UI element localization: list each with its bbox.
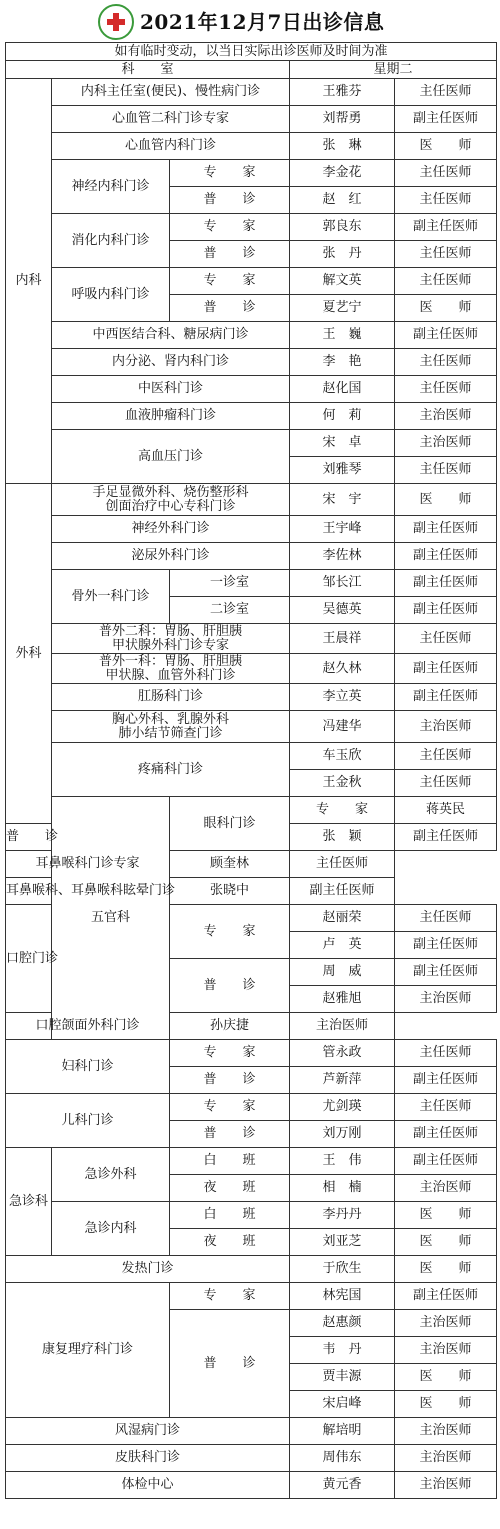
doctor-name: 赵丽荣 [290,905,395,932]
doctor-title: 副主任医师 [395,1148,497,1175]
doctor-title: 主治医师 [395,1337,497,1364]
clinic-type: 普 诊 [170,1121,290,1148]
dept-cell: 普外二科：胃肠、肝胆胰 甲状腺外科门诊专家 [52,624,290,654]
doctor-name: 冯建华 [290,711,395,743]
doctor-name: 张 颖 [290,824,395,851]
table-row [6,624,497,654]
clinic-type: 普 诊 [6,824,52,851]
table-row [6,654,497,684]
doctor-title: 主任医师 [395,349,497,376]
doctor-name: 李立英 [290,684,395,711]
clinic-type: 普 诊 [170,295,290,322]
doctor-title: 副主任医师 [395,1121,497,1148]
dept-cell: 急诊外科 [52,1148,170,1202]
dept-cell: 发热门诊 [6,1256,290,1283]
doctor-title: 主任医师 [395,770,497,797]
doctor-name: 林宪国 [290,1283,395,1310]
table-row [6,1013,497,1040]
doctor-name: 尤剑瑛 [290,1094,395,1121]
doctor-name: 顾奎林 [170,851,290,878]
clinic-type: 普 诊 [170,1067,290,1094]
doctor-title: 主任医师 [395,457,497,484]
doctor-title: 主任医师 [290,851,395,878]
clinic-type: 专 家 [290,797,395,824]
category-cell: 外科 [6,484,52,824]
doctor-title: 主任医师 [395,624,497,654]
doctor-title: 主治医师 [395,986,497,1013]
notice-text: 如有临时变动，以当日实际出诊医师及时间为准 [6,43,497,61]
doctor-name: 王雅芬 [290,79,395,106]
doctor-title: 主治医师 [395,430,497,457]
doctor-name: 卢 英 [290,932,395,959]
doctor-title: 主任医师 [395,241,497,268]
doctor-title: 医 师 [395,1202,497,1229]
clinic-type: 白 班 [170,1202,290,1229]
doctor-title: 副主任医师 [395,570,497,597]
table-row [6,878,497,905]
table-row [6,1040,497,1067]
doctor-name: 刘帮勇 [290,106,395,133]
doctor-name: 刘万刚 [290,1121,395,1148]
doctor-name: 王宇峰 [290,516,395,543]
doctor-name: 宋启峰 [290,1391,395,1418]
category-cell: 内科 [6,79,52,484]
clinic-type: 夜 班 [170,1175,290,1202]
clinic-type: 专 家 [170,1094,290,1121]
doctor-name: 宋 卓 [290,430,395,457]
dept-cell: 口腔门诊 [6,905,52,1013]
table-row [6,711,497,743]
doctor-title: 副主任医师 [395,543,497,570]
doctor-title: 主任医师 [395,376,497,403]
doctor-name: 周伟东 [290,1445,395,1472]
clinic-type: 专 家 [170,160,290,187]
doctor-title: 副主任医师 [290,878,395,905]
doctor-name: 王金秋 [290,770,395,797]
clinic-type: 二诊室 [170,597,290,624]
dept-cell: 急诊内科 [52,1202,170,1256]
doctor-title: 主任医师 [395,187,497,214]
dept-cell: 胸心外科、乳腺外科 肺小结节筛查门诊 [52,711,290,743]
clinic-type: 专 家 [170,905,290,959]
doctor-title: 医 师 [395,133,497,160]
table-row [6,1256,497,1283]
table-row [6,79,497,106]
table-row [6,322,497,349]
doctor-name: 解文英 [290,268,395,295]
dept-cell: 心血管二科门诊专家 [52,106,290,133]
doctor-title: 副主任医师 [395,959,497,986]
table-row [6,1283,497,1310]
doctor-title: 主治医师 [395,1472,497,1499]
doctor-title: 主治医师 [290,1013,395,1040]
doctor-title: 医 师 [395,1391,497,1418]
doctor-title: 医 师 [395,1256,497,1283]
dept-cell: 妇科门诊 [6,1040,170,1094]
page-header [0,0,500,42]
table-row [6,160,497,187]
doctor-title: 主治医师 [395,403,497,430]
doctor-title: 副主任医师 [395,824,497,851]
doctor-name: 贾丰源 [290,1364,395,1391]
dept-cell: 口腔颌面外科门诊 [6,1013,170,1040]
doctor-name: 夏艺宁 [290,295,395,322]
doctor-title: 主任医师 [395,268,497,295]
doctor-title: 副主任医师 [395,106,497,133]
doctor-name: 张 琳 [290,133,395,160]
doctor-name: 何 莉 [290,403,395,430]
table-row [6,570,497,597]
doctor-title: 医 师 [395,1364,497,1391]
doctor-title: 主任医师 [395,79,497,106]
doctor-name: 赵 红 [290,187,395,214]
dept-cell: 疼痛科门诊 [52,743,290,797]
table-row [6,430,497,457]
table-row [6,106,497,133]
doctor-title: 医 师 [395,484,497,516]
doctor-title: 副主任医师 [395,684,497,711]
clinic-type: 白 班 [170,1148,290,1175]
doctor-title: 副主任医师 [395,597,497,624]
doctor-name: 孙庆捷 [170,1013,290,1040]
dept-cell: 神经内科门诊 [52,160,170,214]
table-row [6,43,497,61]
clinic-type: 专 家 [170,1283,290,1310]
doctor-name: 蒋英民 [395,797,497,824]
doctor-title: 主治医师 [395,711,497,743]
page-title: 2021年12月7日出诊信息 [140,10,385,34]
table-row [6,61,497,79]
category-cell: 急诊科 [6,1148,52,1256]
table-row [6,1094,497,1121]
dept-cell: 神经外科门诊 [52,516,290,543]
weekday-header: 星期二 [290,61,497,79]
dept-cell: 高血压门诊 [52,430,290,484]
dept-cell: 体检中心 [6,1472,290,1499]
dept-cell: 康复理疗科门诊 [6,1283,170,1418]
doctor-name: 王晨祥 [290,624,395,654]
doctor-name: 张 丹 [290,241,395,268]
dept-cell: 中西医结合科、糖尿病门诊 [52,322,290,349]
table-row [6,403,497,430]
dept-cell: 手足显微外科、烧伤整形科 创面治疗中心专科门诊 [52,484,290,516]
clinic-type: 普 诊 [170,1310,290,1418]
table-row [6,1202,497,1229]
table-row [6,349,497,376]
table-row [6,797,497,824]
doctor-title: 副主任医师 [395,1283,497,1310]
dept-cell: 中医科门诊 [52,376,290,403]
dept-cell: 泌尿外科门诊 [52,543,290,570]
doctor-name: 芦新萍 [290,1067,395,1094]
doctor-name: 赵惠颜 [290,1310,395,1337]
table-row [6,1418,497,1445]
clinic-type: 专 家 [170,1040,290,1067]
doctor-name: 李丹丹 [290,1202,395,1229]
doctor-name: 管永政 [290,1040,395,1067]
dept-cell: 普外一科：胃肠、肝胆胰 甲状腺、血管外科门诊 [52,654,290,684]
clinic-type: 普 诊 [170,241,290,268]
doctor-name: 刘亚芝 [290,1229,395,1256]
table-row [6,743,497,770]
table-row [6,851,497,878]
dept-cell: 耳鼻喉科门诊专家 [6,851,170,878]
doctor-name: 张晓中 [170,878,290,905]
table-row [6,268,497,295]
doctor-name: 李 艳 [290,349,395,376]
doctor-name: 解培明 [290,1418,395,1445]
doctor-name: 赵雅旭 [290,986,395,1013]
doctor-name: 李金花 [290,160,395,187]
schedule-table [5,42,497,1499]
dept-cell: 骨外一科门诊 [52,570,170,624]
dept-cell: 内科主任室(便民)、慢性病门诊 [52,79,290,106]
doctor-name: 宋 宇 [290,484,395,516]
dept-cell: 肛肠科门诊 [52,684,290,711]
doctor-name: 相 楠 [290,1175,395,1202]
doctor-title: 主治医师 [395,1310,497,1337]
doctor-name: 王 巍 [290,322,395,349]
dept-cell: 消化内科门诊 [52,214,170,268]
doctor-title: 主治医师 [395,1445,497,1472]
doctor-title: 主治医师 [395,1418,497,1445]
dept-cell: 呼吸内科门诊 [52,268,170,322]
doctor-title: 副主任医师 [395,654,497,684]
dept-cell: 心血管内科门诊 [52,133,290,160]
doctor-name: 郭良东 [290,214,395,241]
hospital-logo-icon [98,4,134,40]
dept-cell: 儿科门诊 [6,1094,170,1148]
doctor-title: 主任医师 [395,160,497,187]
table-row [6,684,497,711]
table-row [6,214,497,241]
doctor-name: 王 伟 [290,1148,395,1175]
doctor-name: 韦 丹 [290,1337,395,1364]
doctor-name: 黄元香 [290,1472,395,1499]
doctor-name: 车玉欣 [290,743,395,770]
dept-cell: 耳鼻喉科、耳鼻喉科眩晕门诊 [6,878,170,905]
clinic-type: 一诊室 [170,570,290,597]
doctor-title: 医 师 [395,295,497,322]
doctor-title: 副主任医师 [395,516,497,543]
doctor-name: 赵化国 [290,376,395,403]
doctor-title: 副主任医师 [395,214,497,241]
doctor-name: 周 威 [290,959,395,986]
table-row [6,376,497,403]
doctor-title: 主任医师 [395,905,497,932]
doctor-title: 主任医师 [395,1040,497,1067]
doctor-name: 赵久林 [290,654,395,684]
clinic-type: 专 家 [170,214,290,241]
dept-cell: 内分泌、肾内科门诊 [52,349,290,376]
clinic-type: 专 家 [170,268,290,295]
doctor-title: 医 师 [395,1229,497,1256]
doctor-title: 主治医师 [395,1175,497,1202]
table-row [6,1148,497,1175]
doctor-title: 副主任医师 [395,1067,497,1094]
clinic-type: 夜 班 [170,1229,290,1256]
doctor-name: 刘雅琴 [290,457,395,484]
doctor-name: 邹长江 [290,570,395,597]
doctor-title: 主任医师 [395,743,497,770]
category-cell: 五官科 [52,797,170,1040]
table-row [6,543,497,570]
dept-cell: 血液肿瘤科门诊 [52,403,290,430]
table-row [6,1445,497,1472]
table-row [6,484,497,516]
doctor-title: 主任医师 [395,1094,497,1121]
dept-cell: 皮肤科门诊 [6,1445,290,1472]
clinic-type: 普 诊 [170,959,290,1013]
table-row [6,516,497,543]
doctor-title: 副主任医师 [395,932,497,959]
doctor-title: 副主任医师 [395,322,497,349]
doctor-name: 于欣生 [290,1256,395,1283]
table-row [6,133,497,160]
clinic-type: 普 诊 [170,187,290,214]
dept-cell: 眼科门诊 [170,797,290,851]
doctor-name: 李佐林 [290,543,395,570]
dept-header: 科 室 [6,61,290,79]
dept-cell: 风湿病门诊 [6,1418,290,1445]
table-row [6,1472,497,1499]
doctor-name: 吴德英 [290,597,395,624]
